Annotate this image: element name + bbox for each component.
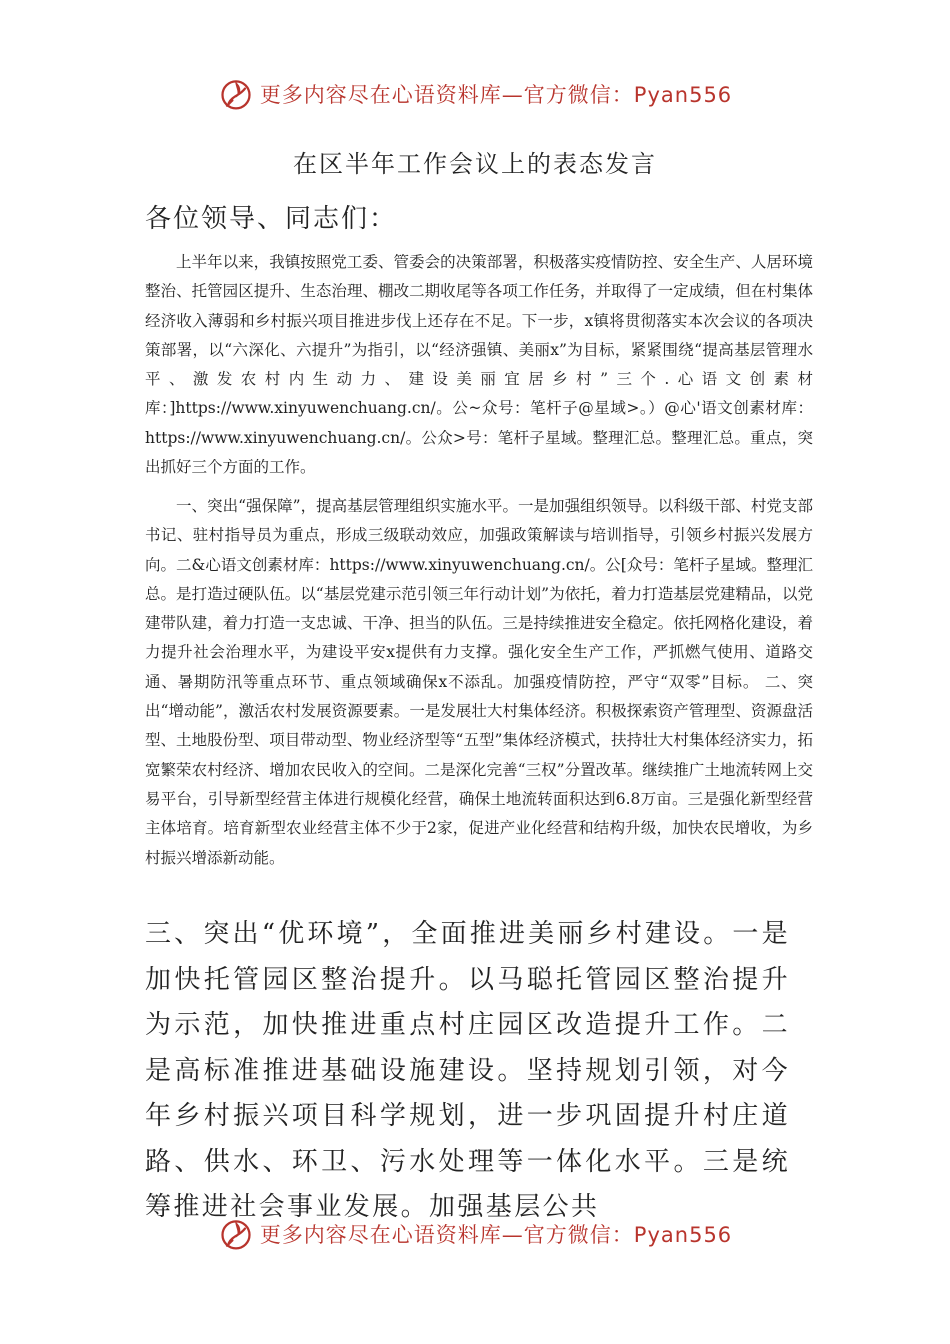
salutation: 各位领导、同志们： [145,204,398,234]
document-title: 在区半年工作会议上的表态发言 [293,150,657,178]
paragraph-intro: 上半年以来，我镇按照党工委、管委会的决策部署，积极落实疫情防控、安全生产、人居环境整治、托管园区提升、生态治理、棚改二期收尾等各项工作任务，并取得了一定成绩，但在村集体经济收入薄弱和乡村振兴项目推进步伐上还存在不足。下一步，x镇将贯彻落实本次会议的各项决策部署，以“六深化、六提升”为指引，以“经济强镇、美丽x”为目标，紧紧围绕“提高基层管理水平、激发农村内生动力、建设美丽宜居乡村”三个.心语文创素材库：]https://www.xinyuwenchuang.cn/。公~众号：笔杆子@星域>。）@心'语文创素材库：https://www.xinyuwenchuang.cn/。公众>号：笔杆子星域。整理汇总。整理汇总。重点，突出抓好三个方面的工作。 [145,253,813,477]
watermark-text: 更多内容尽在心语资料库—官方微信：Pyan556 [259,83,733,107]
watermark-text: 更多内容尽在心语资料库—官方微信：Pyan556 [259,1223,733,1247]
paragraph-section-three: 三、突出“优环境”，全面推进美丽乡村建设。一是加快托管园区整治提升。以马聪托管园区整治提升为示范，加快推进重点村庄园区改造提升工作。二是高标准推进基础设施建设。坚持规划引领，对今年乡村振兴项目科学规划，进一步巩固提升村庄道路、供水、环卫、污水处理等一体化水平。三是统筹推进社会事业发展。加强基层公共 [145,919,790,1222]
flame-logo-icon [218,76,254,112]
flame-logo-icon [218,1216,254,1252]
footer-watermark-banner [0,1212,950,1256]
header-watermark-banner [0,72,950,116]
paragraph-sections-one-two: 一、突出“强保障”，提高基层管理组织实施水平。一是加强组织领导。以科级干部、村党支部书记、驻村指导员为重点，形成三级联动效应，加强政策解读与培训指导，引领乡村振兴发展方向。二&心语文创素材库：https://www.xinyuwenchuang.cn/。公[众号：笔杆子星域。整理汇总。是打造过硬队伍。以“基层党建示范引领三年行动计划”为依托，着力打造基层党建精品，以党建带队建，着力打造一支忠诚、干净、担当的队伍。三是持续推进安全稳定。依托网格化建设，着力提升社会治理水平，为建设平安x提供有力支撑。强化安全生产工作，严抓燃气使用、道路交通、暑期防汛等重点环节、重点领域确保x不添乱。加强疫情防控，严守“双零”目标。 二、突出“增动能”，激活农村发展资源要素。一是发展壮大村集体经济。积极探索资产管理型、资源盘活型、土地股份型、项目带动型、物业经济型等“五型”集体经济模式，扶持壮大村集体经济实力，拓宽繁荣农村经济、增加农民收入的空间。二是深化完善“三权”分置改革。继续推广土地流转网上交易平台，引导新型经营主体进行规模化经营，确保土地流转面积达到6.8万亩。三是强化新型经营主体培育。培育新型农业经营主体不少于2家，促进产业化经营和结构升级，加快农民增收，为乡村振兴增添新动能。 [145,497,813,867]
